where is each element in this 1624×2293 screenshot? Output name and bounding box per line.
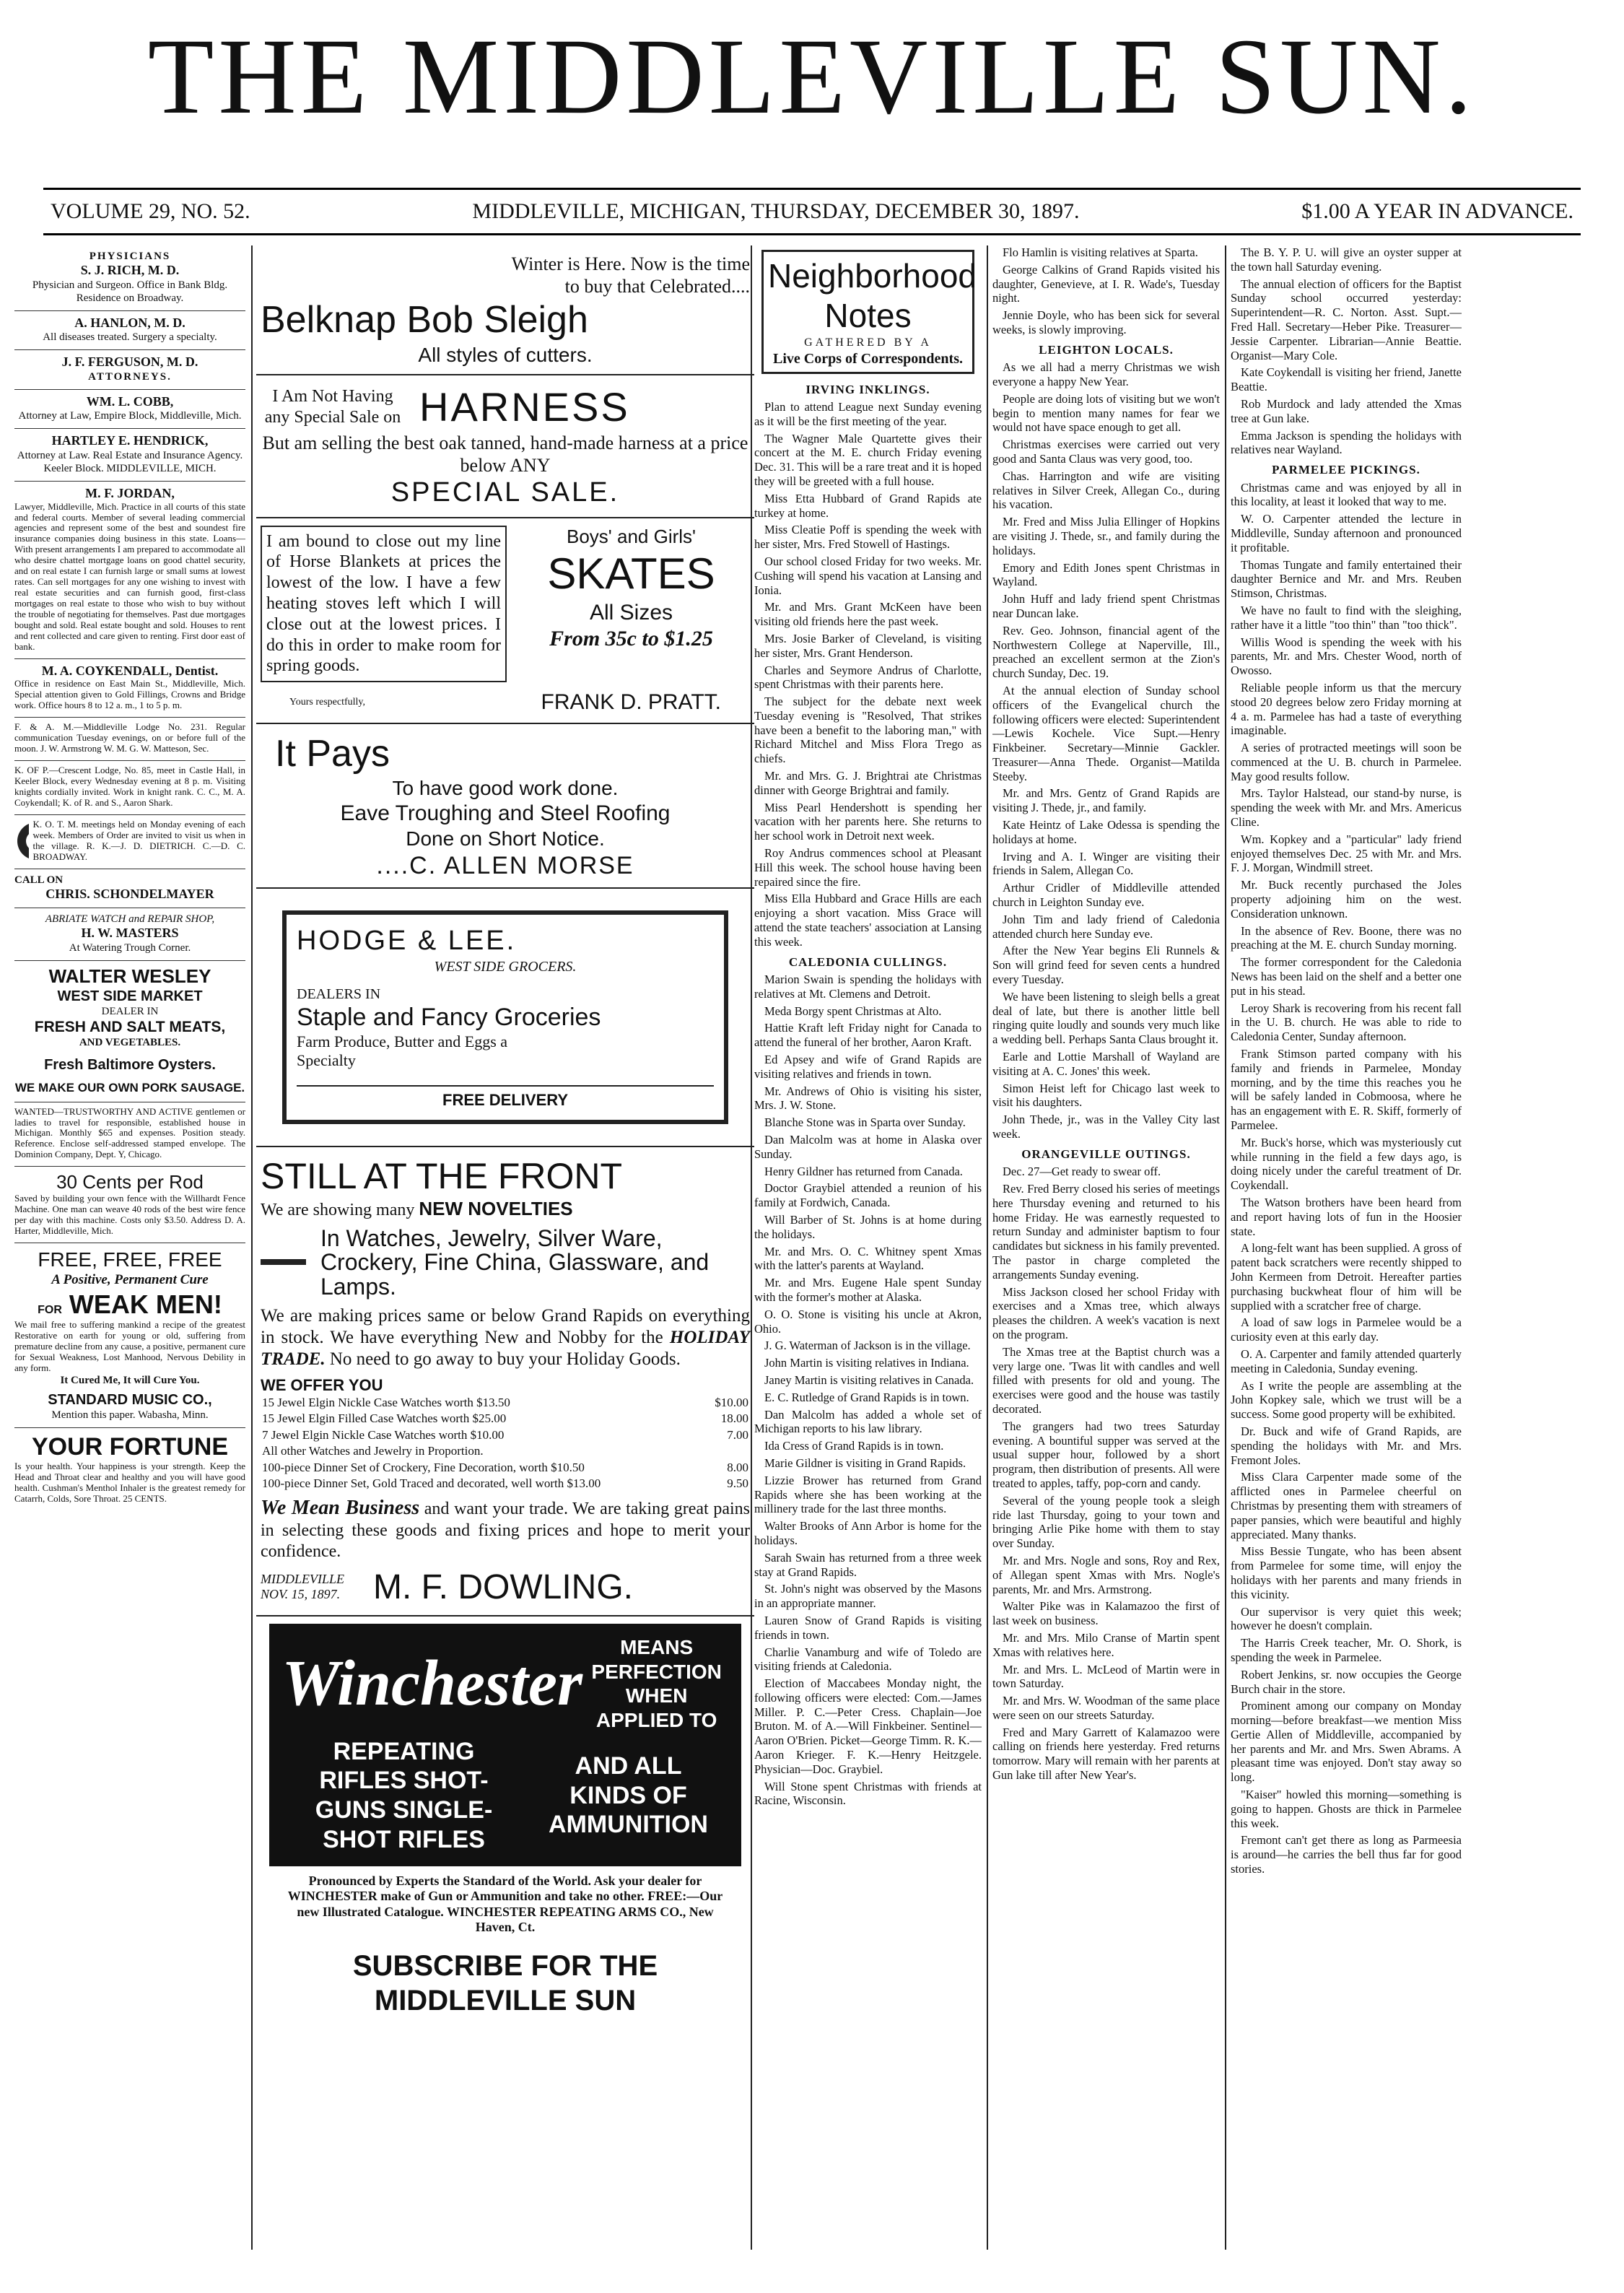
place-date: MIDDLEVILLE, MICHIGAN, THURSDAY, DECEMBER 30, 1897. bbox=[472, 199, 1080, 223]
news-item: Mr. and Mrs. O. C. Whitney spent Xmas with the latter's parents at Wayland. bbox=[754, 1244, 982, 1273]
news-item: Dan Malcolm was at home in Alaska over Sunday. bbox=[754, 1133, 982, 1161]
news-item: George Calkins of Grand Rapids visited his daughter, Genevieve, at I. R. Wade's, Tuesday night. bbox=[992, 262, 1220, 305]
masters-card: ABRIATE WATCH and REPAIR SHOP, H. W. MASTERS At Watering Trough Corner. bbox=[14, 908, 245, 961]
news-item: O. A. Carpenter and family attended quarterly meeting in Caledonia, Sunday evening. bbox=[1231, 1346, 1462, 1375]
news-item: Miss Etta Hubbard of Grand Rapids ate turkey at home. bbox=[754, 491, 982, 520]
ferguson-card: J. F. FERGUSON, M. D. ATTORNEYS. bbox=[14, 350, 245, 390]
offer-item: 100-piece Dinner Set of Crockery, Fine Decoration, worth $10.50 bbox=[262, 1460, 585, 1474]
news-item: A load of saw logs in Parmelee would be a curiosity even at this early day. bbox=[1231, 1315, 1462, 1344]
news-item: Mr. and Mrs. L. McLeod of Martin were in town Saturday. bbox=[992, 1662, 1220, 1691]
news-item: Mrs. Taylor Halstead, our stand-by nurse, is spending the week with Mr. and Mrs. Americus Cline. bbox=[1231, 786, 1462, 830]
hendrick-card: HARTLEY E. HENDRICK, Attorney at Law. Real Estate and Insurance Agency. Keeler Block. MIDDLEVILLE, MICH. bbox=[14, 429, 245, 482]
dateline bbox=[43, 188, 1581, 235]
leighton-items bbox=[992, 360, 1220, 1141]
news-column-2 bbox=[992, 245, 1220, 2271]
column-rule bbox=[251, 245, 253, 2250]
news-item: In the absence of Rev. Boone, there was no preaching at the M. E. church Sunday morning. bbox=[1231, 923, 1462, 952]
news-item: Robert Jenkins, sr. now occupies the George Burch chair in the store. bbox=[1231, 1667, 1462, 1696]
irving-items bbox=[754, 400, 982, 949]
news-item: Earle and Lottie Marshall of Wayland are visiting at A. C. Jones' this week. bbox=[992, 1050, 1220, 1078]
news-item: Miss Bessie Tungate, who has been absent from Parmelee for some time, will enjoy the holidays with her parents and many friends in this vicinity. bbox=[1231, 1544, 1462, 1601]
display-ads-column bbox=[256, 245, 754, 2271]
wanted-ad: WANTED—TRUSTWORTHY AND ACTIVE gentlemen or ladies to travel for responsible, established house in Michigan. Monthly $65 and expenses. Position steady. Reference. Enclose self-addressed stamped envelope. The Dominion Company, Dept. Y, Chicago. bbox=[14, 1102, 245, 1167]
news-item: The Watson brothers have been heard from and report having lots of fun in the Hoosier state. bbox=[1231, 1196, 1462, 1238]
offer-row bbox=[261, 1395, 750, 1411]
news-item: Reliable people inform us that the mercury stood 20 degrees below zero Friday morning at 4 a. m. Parmelee has had a taste of everything imaginable. bbox=[1231, 680, 1462, 738]
news-item: We have no fault to find with the sleighing, rather have it a little "too thin" than "too thick". bbox=[1231, 603, 1462, 632]
offer-item: 15 Jewel Elgin Nickle Case Watches worth $13.50 bbox=[262, 1396, 510, 1409]
news-item: Mr. Fred and Miss Julia Ellinger of Hopkins are visiting J. Thede, sr., and family during the holidays. bbox=[992, 515, 1220, 557]
news-item: Mr. and Mrs. Nogle and sons, Roy and Rex, of Allegan spent Xmas with Mrs. Nogle's parents, Mr. and Mrs. Armstrong. bbox=[992, 1553, 1220, 1596]
news-item: Doctor Graybiel attended a reunion of his family at Fordwich, Canada. bbox=[754, 1181, 982, 1210]
news-item: Charles and Seymore Andrus of Charlotte, spent Christmas with their parents here. bbox=[754, 663, 982, 692]
news-item: Lizzie Brower has returned from Grand Rapids where she has been working at the millinery trade for the last three months. bbox=[754, 1473, 982, 1516]
news-item: Walter Brooks of Ann Arbor is home for the holidays. bbox=[754, 1519, 982, 1547]
news-item: At the annual election of Sunday school officers of the Evangelical church the following officers were elected: Superintendent—Lewis Kochele. Vice Supt.—Henry Finkbeiner. Secretary—Minnie Gackler. Treasurer—Anna Thede. Organist—Matilda Steeby. bbox=[992, 683, 1220, 783]
news-item: Chas. Harrington and wife are visiting relatives in Silver Creek, Allegan Co., during his vacation. bbox=[992, 469, 1220, 512]
news-column-1 bbox=[754, 245, 982, 2271]
news-item: Rev. Geo. Johnson, financial agent of the Northwestern College at Naperville, Ill., preached an excellent sermon at the Zion's church Sunday, Dec. 19. bbox=[992, 623, 1220, 681]
offer-price: 8.00 bbox=[727, 1460, 748, 1474]
news-item: Miss Pearl Hendershott is spending her vacation with her parents here. She returns to her school work in Detroit next week. bbox=[754, 800, 982, 843]
news-item: W. O. Carpenter attended the lecture in Middleville, Sunday afternoon and pronounced it profitable. bbox=[1231, 512, 1462, 554]
news-item: John Thede, jr., was in the Valley City last week. bbox=[992, 1113, 1220, 1141]
news-item: Arthur Cridler of Middleville attended church in Leighton Sunday eve. bbox=[992, 881, 1220, 910]
news-item: Simon Heist left for Chicago last week to visit his daughters. bbox=[992, 1081, 1220, 1110]
news-item: Wm. Kopkey and a "particular" lady friend enjoyed themselves Dec. 25 with Mr. and Mrs. F. J. Morgan, Windmill street. bbox=[1231, 832, 1462, 875]
masonic-lodge-card: F. & A. M.—Middleville Lodge No. 231. Regular communication Tuesday evenings, on or before full of the moon. J. W. Armstrong W. M. G. W. Matteson, Sec. bbox=[14, 718, 245, 761]
news-item: Janey Martin is visiting relatives in Canada. bbox=[764, 1372, 974, 1387]
news-item: Our supervisor is very quiet this week; however he doesn't complain. bbox=[1231, 1604, 1462, 1633]
news-item: Dan Malcolm has added a whole set of Michigan reports to his law library. bbox=[754, 1407, 982, 1436]
orangeville-heading: ORANGEVILLE OUTINGS. bbox=[1021, 1146, 1191, 1161]
news-item: Will Stone spent Christmas with friends at Racine, Wisconsin. bbox=[754, 1779, 982, 1808]
news-item: Hattie Kraft left Friday night for Canada to attend the funeral of her brother, Aaron Kraft. bbox=[754, 1021, 982, 1050]
parmelee-heading: PARMELEE PICKINGS. bbox=[1272, 463, 1420, 477]
dowling-ad: STILL AT THE FRONT We are showing many NEW NOVELTIES In Watches, Jewelry, Silver Ware, Crockery, Fine China, Glassware, and Lamps. We are making prices same or below Grand Rapids on everything in stock. We have everything New and Nobby for the HOLIDAY TRADE. No need to go away to buy your Holiday Goods. WE OFFER YOU 15 Jewel Elgin Nickle Case Watches worth $13.50 $10.00 15 Jewel Elgin Filled Case Watches worth $25.00 18.00 7 Jewel Elgin Nickle Case Watches worth $10.00 7.00 All other Watches and Jewelry in Proportion. 100-piece Dinner Set of Crockery, Fine Decoration, worth $10.50 8.00 100-piece Dinner Set, Gold Traced and decorated, well worth $13.00 9.50 We Mean Business and want your trade. We are taking great pains in selecting these goods and fixing prices and hope to merit your confidence. MIDDLEVILLE NOV. 15, 1897. M. F. DOWLING. bbox=[256, 1147, 754, 1617]
news-item: Christmas exercises were carried out very good and Santa Claus was very good, too. bbox=[992, 438, 1220, 466]
news-item: Miss Jackson closed her school Friday with exercises and a Xmas tree, which always pleases the children. A week's vacation is next on the program. bbox=[992, 1284, 1220, 1341]
news-item: Mr. and Mrs. Milo Cranse of Martin spent Xmas with relatives here. bbox=[992, 1630, 1220, 1659]
news-item: Mr. and Mrs. Grant McKeen have been visiting old friends here the past week. bbox=[754, 600, 982, 629]
news-item: As we all had a merry Christmas we wish everyone a happy New Year. bbox=[992, 360, 1220, 388]
column-rule bbox=[1225, 245, 1226, 2250]
news-item: The annual election of officers for the Baptist Sunday school occurred yesterday: Superintendent—R. C. Norton. Asst. Supt.—Fred Hall. Secretary—Heber Pike. Treasurer—Jessie Carpenter. Librarian—Annie Beattie. Organist—Mary Cole. bbox=[1231, 277, 1462, 362]
masthead-title: THE MIDDLEVILLE SUN. bbox=[147, 17, 1477, 136]
news-column-3 bbox=[1231, 245, 1462, 2271]
news-item: O. O. Stone is visiting his uncle at Akron, Ohio. bbox=[754, 1307, 982, 1336]
news-item: Frank Stimson parted company with his family and friends in Parmelee, Monday morning, and by the time this reaches you he will be safely landed in Cobmoosa, where he has an engagement with E. R. Skiff, formerly of Parmelee. bbox=[1231, 1047, 1462, 1133]
news-item: Dec. 27—Get ready to swear off. bbox=[1003, 1165, 1161, 1179]
news-item: Several of the young people took a sleigh ride last Thursday, going to your town and bringing Arlie Pike home with them to stay over Sunday. bbox=[992, 1493, 1220, 1551]
news-item: Mr. Buck's horse, which was mysteriously cut while running in the field a few days ago, is doing nicely under the careful treatment of Dr. Coykendall. bbox=[1231, 1135, 1462, 1193]
news-item: The subject for the debate next week Tuesday evening is "Resolved, That strikes have been a benefit to the laboring man," with Richard Mitchel and Miss Flora Trego as chiefs. bbox=[754, 695, 982, 766]
maccabees-emblem-icon bbox=[14, 819, 29, 863]
subscription-price: $1.00 A YEAR IN ADVANCE. bbox=[1301, 199, 1573, 223]
orangeville-items bbox=[992, 1165, 1220, 1783]
coykendall-card: M. A. COYKENDALL, Dentist. Office in residence on East Main St., Middleville, Mich. Special attention given to Gold Fillings, Crowns and Bridge work. Office hours 8 to 12 a. m., 1 to 5 p. m. bbox=[14, 659, 245, 718]
news-item: Willis Wood is spending the week with his parents, Mr. and Mrs. Chester Wood, north of Owosso. bbox=[1231, 635, 1462, 678]
cobb-card: WM. L. COBB, Attorney at Law, Empire Block, Middleville, Mich. bbox=[14, 390, 245, 430]
directory-column bbox=[14, 245, 245, 2271]
news-item: The former correspondent for the Caledonia News has been laid on the shelf and a better one put in his stead. bbox=[1231, 955, 1462, 998]
news-item: The Wagner Male Quartette gives their concert at the M. E. church Friday evening Dec. 31. This will be a rare treat and it is hoped they will be greeted with a full house. bbox=[754, 431, 982, 488]
offer-item: 7 Jewel Elgin Nickle Case Watches worth $10.00 bbox=[262, 1427, 505, 1442]
watch-chain-icon bbox=[261, 1252, 306, 1274]
irving-heading: IRVING INKLINGS. bbox=[806, 382, 930, 396]
news-item: People are doing lots of visiting but we won't begin to mention many names for fear we would not have space enough to get all. bbox=[992, 391, 1220, 435]
news-item: Mr. and Mrs. Eugene Hale spent Sunday with the former's mother at Alaska. bbox=[754, 1276, 982, 1304]
weak-men-ad: FREE, FREE, FREE A Positive, Permanent Cure FOR WEAK MEN! We mail free to suffering mankind a recipe of the greatest Restorative on earth for young or old, suffering from premature decline from any cause, a positive, permanent cure for Sexual Weakness, Lost Manhood, Nervous Debility in any form. It Cured Me, It will Cure You. STANDARD MUSIC CO., Mention this paper. Wabasha, Minn. bbox=[14, 1243, 245, 1427]
news-item: Mr. Buck recently purchased the Joles property adjoining him on the west. Consideration unknown. bbox=[1231, 878, 1462, 921]
news-item: Rob Murdock and lady attended the Xmas tree at Gun lake. bbox=[1231, 396, 1462, 425]
news-item: Marion Swain is spending the holidays with relatives at Mt. Clemens and Detroit. bbox=[754, 973, 982, 1001]
news-item: Dr. Buck and wife of Grand Rapids, are spending the holidays with Mr. and Mrs. Fremont Joles. bbox=[1231, 1424, 1462, 1467]
news-item: Kate Heintz of Lake Odessa is spending the holidays at home. bbox=[992, 818, 1220, 846]
leighton-heading: LEIGHTON LOCALS. bbox=[1039, 342, 1174, 357]
news-item: Ida Cress of Grand Rapids is in town. bbox=[764, 1439, 944, 1453]
news-item: Leroy Shark is recovering from his recent fall in the U. B. church. He was able to ride to Caledonia Center, Sunday afternoon. bbox=[1231, 1001, 1462, 1044]
news-item: Election of Maccabees Monday night, the following officers were elected: Com.—James Miller. P. C.—Peter Cress. Chaplain—Joe Bruton. M. of A.—Will Finkbeiner. Sentinel—Aaron O'Brien. Picket—George Timm. R. K.—Aaron Krieger. F. K.—Henry Heitzgele. Physician—Doc. Graybiel. bbox=[754, 1676, 982, 1776]
news-item: Prominent among our company on Monday morning—before breakfast—we mention Miss Gertie Allen of Middleville, accompanied by her parents and Mr. and Mrs. Swen Abrams. A pleasant time was enjoyed. Don't stay away so long. bbox=[1231, 1699, 1462, 1785]
offer-item: 15 Jewel Elgin Filled Case Watches worth $25.00 bbox=[262, 1411, 507, 1426]
news-item: Will Barber of St. Johns is at home during the holidays. bbox=[754, 1212, 982, 1241]
kotm-card: K. O. T. M. meetings held on Monday evening of each week. Members of Order are invited to visit us when in the village. R. K.—J. D. DIETRICH. C.—D. C. BROADWAY. bbox=[14, 815, 245, 869]
harness-ad: I Am Not Having any Special Sale on HARNESS But am selling the best oak tanned, hand-made harness at a price below ANY SPECIAL SALE. bbox=[256, 375, 754, 518]
offer-item: 100-piece Dinner Set, Gold Traced and decorated, well worth $13.00 bbox=[262, 1476, 601, 1490]
news-item: John Huff and lady friend spent Christmas near Duncan lake. bbox=[992, 592, 1220, 620]
offer-price bbox=[702, 1443, 750, 1459]
news-item: Christmas came and was enjoyed by all in this locality, at least it looked that way to me. bbox=[1231, 480, 1462, 509]
news-item: Blanche Stone was in Sparta over Sunday. bbox=[764, 1115, 966, 1130]
offer-row bbox=[261, 1411, 750, 1427]
volume-number: VOLUME 29, NO. 52. bbox=[51, 199, 250, 223]
offers-table bbox=[261, 1395, 750, 1492]
news-item: Irving and A. I. Winger are visiting their friends in Salem, Allegan Co. bbox=[992, 849, 1220, 878]
news-item: Mr. and Mrs. W. Woodman of the same place were seen on our streets Saturday. bbox=[992, 1694, 1220, 1722]
wesley-ad: WALTER WESLEY WEST SIDE MARKET DEALER IN FRESH AND SALT MEATS, AND VEGETABLES. Fresh Baltimore Oysters. WE MAKE OUR OWN PORK SAUSAGE. bbox=[14, 961, 245, 1102]
caledonia-heading: CALEDONIA CULLINGS. bbox=[788, 954, 948, 969]
pratt-ad: I am bound to close out my line of Horse Blankets at prices the lowest of the low. I have a few heating stoves left which I will close out at the lowest prices. I do this in order to make room for spring goods. Boys' and Girls' SKATES All Sizes From 35c to $1.25 Yours respectfully, FRANK D. PRATT. bbox=[256, 518, 754, 725]
news-item: Plan to attend League next Sunday evening as it will be the first meeting of the year. bbox=[754, 399, 982, 428]
news-item: Rev. Fred Berry closed his series of meetings here Thursday evening and returned to his home Friday. He was earnestly requested to return Sunday and administer baptism to four candidates but sickness in his family prevented. The pastor in charge completed the arrangements Sunday evening. bbox=[992, 1182, 1220, 1282]
news-item: Henry Gildner has returned from Canada. bbox=[764, 1164, 963, 1178]
physicians-section: PHYSICIANS S. J. RICH, M. D. Physician and Surgeon. Office in Bank Bldg. Residence on Broadway. bbox=[14, 245, 245, 311]
news-item: As I write the people are assembling at the John Kopkey sale, which we trust will be a success. Some good property will be exhibited. bbox=[1231, 1378, 1462, 1422]
news-item: Mr. and Mrs. G. J. Brightrai ate Christmas dinner with George Brightrai and family. bbox=[754, 769, 982, 797]
offer-row bbox=[261, 1460, 750, 1476]
jordan-card: M. F. JORDAN, Lawyer, Middleville, Mich. Practice in all courts of this state and federal courts. Member of several leading commercial agencies and represent some of the best and soundest fire insurance companies doing business in this state. Loans—With present arrangements I am prepared to accommodate all who desire chattel mortgage loans on good chattel security, and on real estate I can furnish large or small sums at lowest rates. Can sell mortgages for any one wishing to invest with real estate securities and can furnish good, first-class mortgages on real estate to those who wish to buy without the trouble of negotiating for themselves. Past due mortgages bought and sold. Real estate bought and sold. Houses to rent and rent collected and care given to renting. First door east of bank. bbox=[14, 482, 245, 659]
news-item: Ed Apsey and wife of Grand Rapids are visiting relatives and friends in town. bbox=[754, 1053, 982, 1081]
news-item: Charlie Vanamburg and wife of Toledo are visiting friends at Caledonia. bbox=[754, 1645, 982, 1674]
offer-row bbox=[261, 1443, 750, 1459]
news-item: Sarah Swain has returned from a three week stay at Grand Rapids. bbox=[754, 1550, 982, 1579]
news-item: Our school closed Friday for two weeks. Mr. Cushing will spend his vacation at Lansing and Ionia. bbox=[754, 554, 982, 597]
sleigh-ad: Winter is Here. Now is the time to buy that Celebrated.... Belknap Bob Sleigh All styles of cutters. bbox=[256, 245, 754, 375]
news-item: Emma Jackson is spending the holidays with relatives near Wayland. bbox=[1231, 428, 1462, 457]
news-item: Kate Coykendall is visiting her friend, Janette Beattie. bbox=[1231, 365, 1462, 394]
news-item: The Harris Creek teacher, Mr. O. Shork, is spending the week in Parmelee. bbox=[1231, 1636, 1462, 1664]
news-item: J. G. Waterman of Jackson is in the village. bbox=[764, 1339, 971, 1353]
winchester-ad: Winchester MEANS PERFECTION WHEN APPLIED TO REPEATING RIFLES SHOT-GUNS SINGLE-SHOT RIFLES AND ALL KINDS OF AMMUNITION Pronounced by Experts the Standard of the World. Ask your dealer for WINCHESTER make of Gun or Ammunition and take no other. FREE:—Our new Illustrated Catalogue. WINCHESTER REPEATING ARMS CO., New Haven, Ct. SUBSCRIBE FOR THE MIDDLEVILLE SUN bbox=[256, 1624, 754, 2018]
offer-price: 7.00 bbox=[727, 1427, 748, 1442]
news-item: E. C. Rutledge of Grand Rapids is in town. bbox=[764, 1390, 969, 1404]
offer-row bbox=[261, 1476, 750, 1492]
news-item: Roy Andrus commences school at Pleasant Hill this week. The school house having been repaired since the fire. bbox=[754, 846, 982, 889]
news-item: Miss Clara Carpenter made some of the afflicted ones in Parmelee cheerful on Christmas by presenting them with streamers of paper pansies, which were beautiful and highly appreciated. Many thanks. bbox=[1231, 1470, 1462, 1541]
news-item: Thomas Tungate and family entertained their daughter Bernice and Mr. and Mrs. Reuben Stimson, Christmas. bbox=[1231, 557, 1462, 601]
news-item: Emory and Edith Jones spent Christmas in Wayland. bbox=[992, 560, 1220, 589]
news-item: Mr. and Mrs. Gentz of Grand Rapids are visiting J. Thede, jr., and family. bbox=[992, 786, 1220, 815]
news-item: Walter Pike was in Kalamazoo the first of last week on business. bbox=[992, 1599, 1220, 1628]
news-item: A long-felt want has been supplied. A gross of patent back scratchers were recently shipped to John Kermeen from Detroit. Hereafter parties purchasing buckwheat flour of him will be supplied with a scratcher free of charge. bbox=[1231, 1241, 1462, 1313]
news-item: Fred and Mary Garrett of Kalamazoo were calling on friends here yesterday. Fred returns tomorrow. Mary will remain with her parents at Gun lake till after New Year's. bbox=[992, 1725, 1220, 1783]
news-item: "Kaiser" howled this morning—something is going to happen. Ghosts are thick in Parmelee this week. bbox=[1231, 1788, 1462, 1830]
news-item: Mr. Andrews of Ohio is visiting his sister, Mrs. J. W. Stone. bbox=[754, 1084, 982, 1113]
news-item: A series of protracted meetings will soon be commenced at the U. B. church in Parmelee. May good results follow. bbox=[1231, 741, 1462, 783]
fence-ad: 30 Cents per Rod Saved by building your own fence with the Willhardt Fence Machine. One man can weave 40 rods of the best wire fence per day with this machine. Costs only $3.50. Address D. A. Harter, Middleville, Mich. bbox=[14, 1167, 245, 1243]
news-item: Fremont can't get there as long as Parmeesia is around—he carries the bell thus far for good stories. bbox=[1231, 1833, 1462, 1876]
news-item: Jennie Doyle, who has been sick for several weeks, is slowly improving. bbox=[992, 308, 1220, 336]
neighborhood-notes-header: Neighborhood Notes GATHERED BY A Live Corps of Correspondents. bbox=[761, 250, 974, 374]
offer-item: All other Watches and Jewelry in Proportion. bbox=[262, 1444, 484, 1458]
news-item: The B. Y. P. U. will give an oyster supper at the town hall Saturday evening. bbox=[1231, 245, 1462, 274]
news-item: Meda Borgy spent Christmas at Alto. bbox=[764, 1004, 942, 1018]
offer-row bbox=[261, 1427, 750, 1443]
parmelee-items bbox=[1231, 481, 1462, 1876]
offer-price: 18.00 bbox=[720, 1411, 748, 1426]
news-item: John Martin is visiting relatives in Indiana. bbox=[764, 1356, 969, 1370]
news-item: Miss Cleatie Poff is spending the week with her sister, Mrs. Fred Stowell of Hastings. bbox=[754, 523, 982, 552]
news-item: After the New Year begins Eli Runnels & Son will grind feed for seven cents a hundred every Tuesday. bbox=[992, 944, 1220, 987]
caledonia-items bbox=[754, 973, 982, 1808]
column-two-items bbox=[992, 245, 1220, 337]
news-item: Miss Ella Hubbard and Grace Hills are each enjoying a short vacation. Miss Grace will attend the state teachers' association at Lansing this week. bbox=[754, 892, 982, 949]
news-item: John Tim and lady friend of Caledonia attended church here Sunday eve. bbox=[992, 912, 1220, 941]
column-rule bbox=[987, 245, 988, 2250]
morse-ad: It Pays To have good work done. Eave Troughing and Steel Roofing Done on Short Notice. ....C. ALLEN MORSE bbox=[256, 724, 754, 889]
subscribe-banner: SUBSCRIBE FOR THE MIDDLEVILLE SUN bbox=[352, 1950, 658, 2017]
news-item: St. John's night was observed by the Masons in an appropriate manner. bbox=[754, 1582, 982, 1611]
news-item: The grangers had two trees Saturday evening. A bountiful supper was served at the usual supper hour, followed by a short program, then distribution of presents. All were treated to apples, taffy, pop-corn and candy. bbox=[992, 1419, 1220, 1490]
hanlon-card: A. HANLON, M. D. All diseases treated. Surgery a specialty. bbox=[14, 311, 245, 351]
news-item: We have been listening to sleigh bells a great deal of late, but there is another little bell ringing quite loudly and sounds very much like a wedding bell. Perhaps Santa Claus brought it. bbox=[992, 989, 1220, 1047]
fortune-ad: YOUR FORTUNE Is your health. Your happiness is your strength. Keep the Head and Throat clear and healthy and you will have good health. Cushman's Menthol Inhaler is the greatest remedy for Catarrh, Colds, Sore Throat. 25 CENTS. bbox=[14, 1432, 245, 1505]
news-item: Mrs. Josie Barker of Cleveland, is visiting her sister, Mrs. Grant Henderson. bbox=[754, 631, 982, 660]
news-item: Flo Hamlin is visiting relatives at Sparta. bbox=[1003, 245, 1198, 259]
hodge-lee-ad: HODGE & LEE. WEST SIDE GROCERS. DEALERS IN Staple and Fancy Groceries Farm Produce, Butter and Eggs a Specialty FREE DELIVERY bbox=[256, 889, 754, 1147]
schondelmayer-card: CALL ON CHRIS. SCHONDELMAYER bbox=[14, 869, 245, 909]
news-item: Lauren Snow of Grand Rapids is visiting friends in town. bbox=[754, 1613, 982, 1642]
offer-price: 9.50 bbox=[727, 1476, 748, 1490]
column-three-items bbox=[1231, 245, 1462, 457]
offer-price: $10.00 bbox=[715, 1396, 748, 1409]
news-item: Marie Gildner is visiting in Grand Rapids. bbox=[764, 1456, 966, 1470]
kop-lodge-card: K. OF P.—Crescent Lodge, No. 85, meet in Castle Hall, in Keeler Block, every Wednesday evening at 8 p. m. Visiting knights cordially invited. Work in knight rank. C. C., M. A. Coykendall; K. of R. and S., Aaron Shark. bbox=[14, 761, 245, 815]
news-item: The Xmas tree at the Baptist church was a very large one. 'Twas lit with candles and well filled with presents for old and young. The exercises were good and the house was tastily decorated. bbox=[992, 1344, 1220, 1416]
